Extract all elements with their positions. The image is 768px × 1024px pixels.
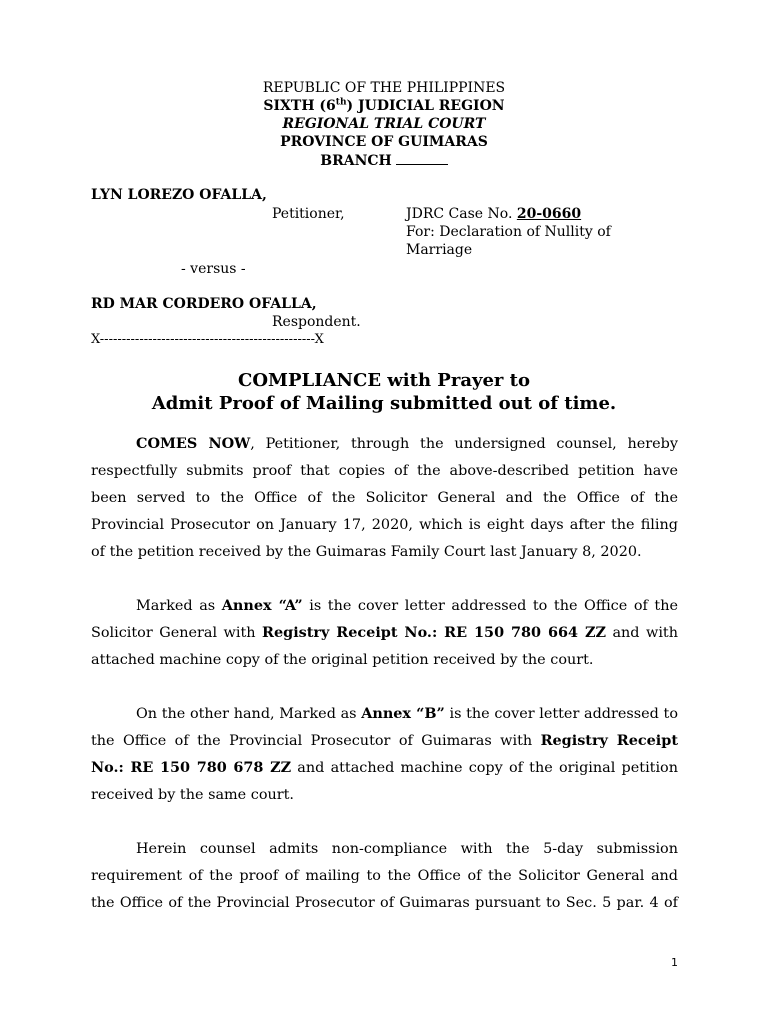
branch-blank-line — [396, 151, 448, 165]
header-court: REGIONAL TRIAL COURT — [282, 116, 486, 132]
caption-divider: X-------------------------------------------------X — [91, 332, 324, 347]
para2-l2a: Solicitor General with — [91, 625, 263, 641]
para2-line3: attached machine copy of the original petition received by the court. — [91, 652, 594, 668]
header-region-sup: th — [335, 97, 347, 108]
para3-line1 — [91, 704, 678, 724]
para3-line3 — [91, 758, 678, 778]
para2-l1c: is the cover letter addressed to the Office of the — [302, 598, 678, 614]
respondent-role: Respondent. — [272, 314, 361, 330]
para1-line4: Provincial Prosecutor on January 17, 2020, which is eight days after the filing — [91, 517, 678, 533]
para3-l3c: and attached machine copy of the original petition — [291, 760, 678, 776]
versus-label: - versus - — [181, 261, 246, 277]
respondent-name: RD MAR CORDERO OFALLA, — [91, 296, 317, 312]
petitioner-role: Petitioner, — [272, 206, 345, 222]
header-province: PROVINCE OF GUIMARAS — [280, 134, 488, 150]
header-region-pre: SIXTH (6 — [263, 98, 336, 114]
page-number: 1 — [671, 956, 678, 969]
registry-receipt-b-label: Registry Receipt — [540, 732, 678, 749]
para3-line4: received by the same court. — [91, 787, 294, 803]
case-label: JDRC Case No. — [406, 206, 517, 222]
header-branch-label: BRANCH — [320, 153, 392, 169]
para4-line2: requirement of the proof of mailing to the Office of the Solicitor General and — [91, 868, 678, 884]
registry-receipt-b: No.: RE 150 780 678 ZZ — [91, 759, 292, 776]
para1-line3: been served to the Office of the Solicitor General and the Office of the — [91, 490, 678, 506]
registry-receipt-a: Registry Receipt No.: RE 150 780 664 ZZ — [262, 624, 606, 641]
para2-l2c: and with — [605, 625, 678, 641]
para3-l1c: is the cover letter addressed to — [444, 706, 678, 722]
para2-line1 — [91, 596, 678, 616]
para1-line1 — [91, 434, 678, 454]
para3-l1a: On the other hand, Marked as — [136, 706, 362, 722]
para1-line2: respectfully submits proof that copies of the above-described petition have — [91, 463, 678, 479]
para3-l2a: the Office of the Provincial Prosecutor of Guimaras with — [91, 733, 541, 749]
para4-line1: Herein counsel admits non-compliance with the 5-day submission — [136, 841, 678, 857]
petitioner-name: LYN LOREZO OFALLA, — [91, 187, 267, 203]
para4-line3: the Office of the Provincial Prosecutor of Guimaras pursuant to Sec. 5 par. 4 of — [91, 895, 678, 911]
document-title-2: Admit Proof of Mailing submitted out of time. — [151, 393, 617, 414]
header-region-post: ) JUDICIAL REGION — [346, 98, 505, 114]
case-number-line — [406, 205, 581, 224]
header-judicial-region — [0, 97, 768, 116]
header-branch — [0, 151, 768, 171]
comes-now: COMES NOW — [136, 435, 251, 452]
para2-l1a: Marked as — [136, 598, 222, 614]
case-subject-2: Marriage — [406, 242, 473, 258]
annex-b: Annex “B” — [361, 705, 445, 722]
document-title-1: COMPLIANCE with Prayer to — [238, 370, 530, 391]
para1-line1-rest: , Petitioner, through the undersigned counsel, hereby — [250, 436, 678, 452]
annex-a: Annex “A” — [221, 597, 303, 614]
header-republic: REPUBLIC OF THE PHILIPPINES — [262, 80, 506, 96]
para1-line5: of the petition received by the Guimaras Family Court last January 8, 2020. — [91, 544, 642, 560]
case-subject-1: For: Declaration of Nullity of — [406, 224, 611, 240]
para2-line2 — [91, 623, 678, 643]
case-number: 20-0660 — [516, 206, 582, 222]
para3-line2 — [91, 731, 678, 751]
